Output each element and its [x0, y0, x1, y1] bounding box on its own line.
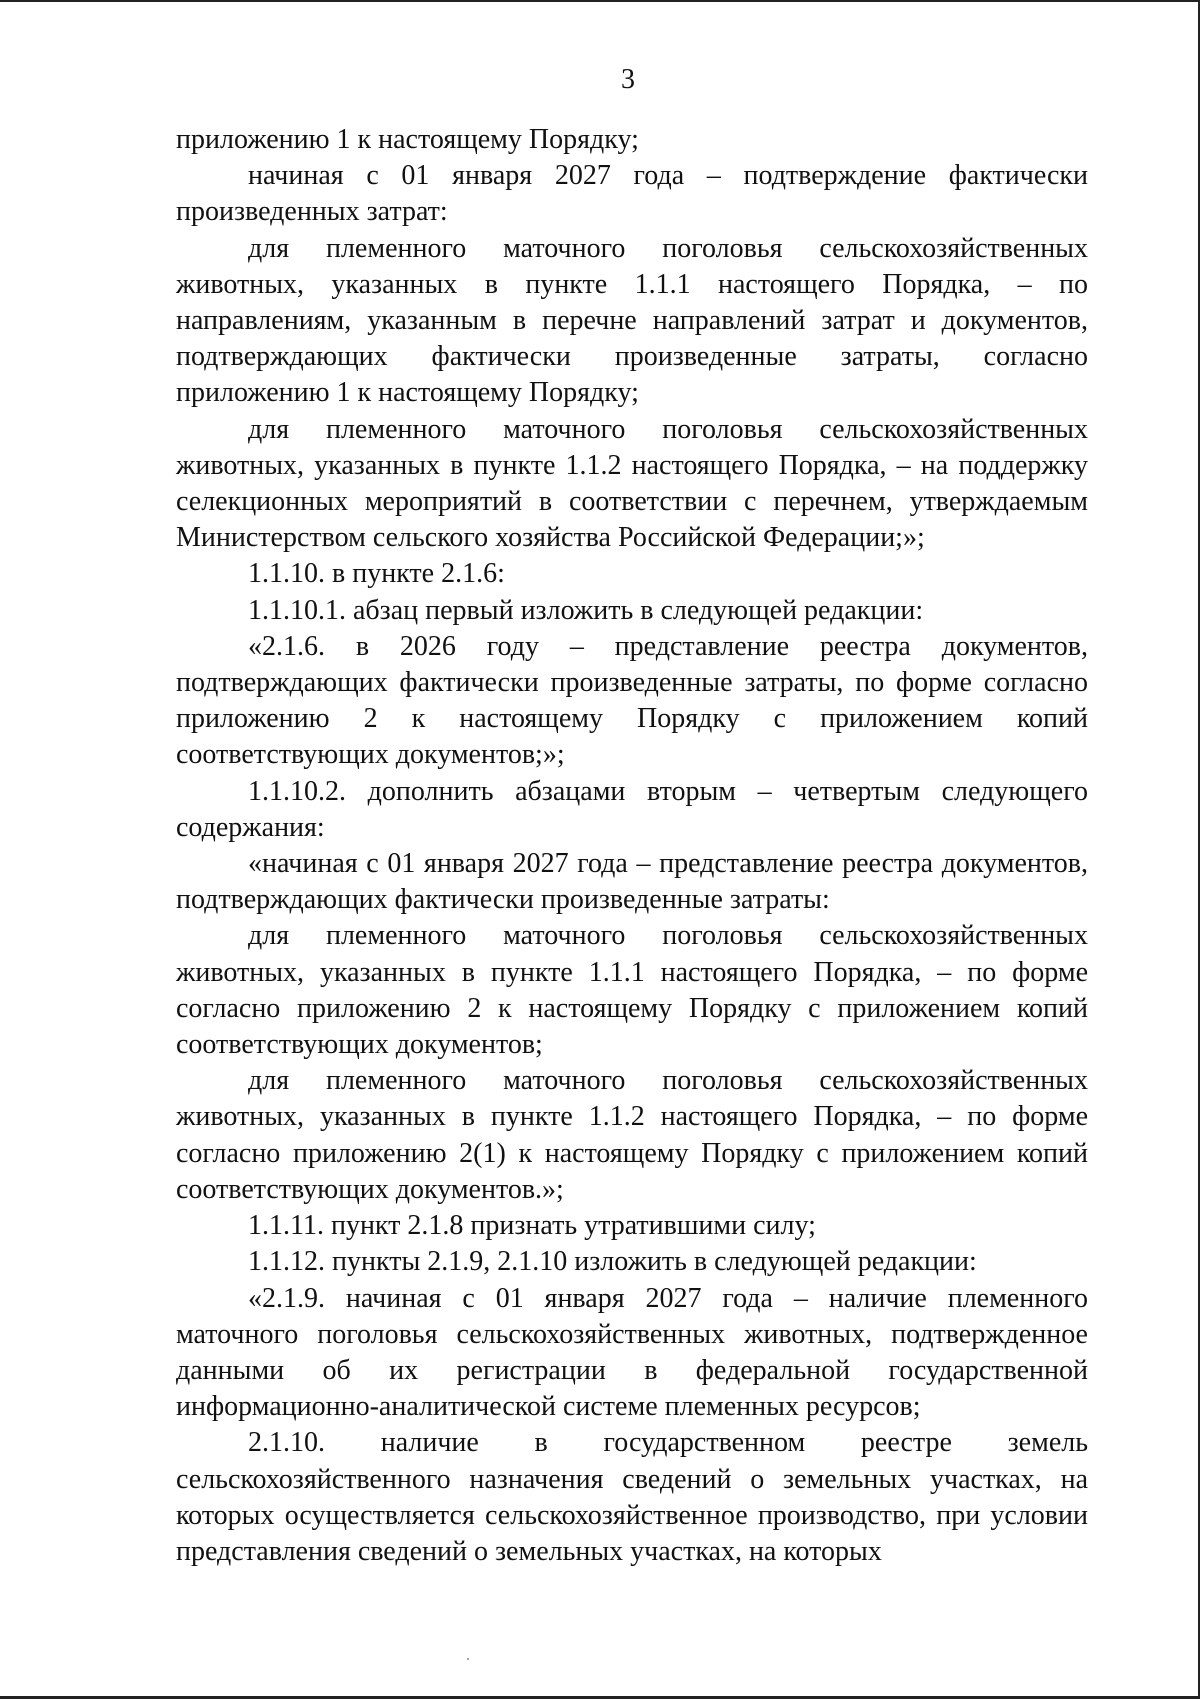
page-border-top [0, 0, 1200, 2]
paragraph: «2.1.6. в 2026 году – представление реестра документов, подтверждающих фактически произведенные затраты, по форме согласно приложению 2 к настоящему Порядку с приложением копий соответствующих документов;»; [176, 630, 1088, 771]
paragraph: «начиная с 01 января 2027 года – представление реестра документов, подтверждающих фактически произведенные затраты: [176, 848, 1088, 916]
paragraph: 1.1.10. в пункте 2.1.6: [248, 558, 505, 590]
page-number: 3 [621, 64, 635, 95]
paragraph: 1.1.10.1. абзац первый изложить в следующей редакции: [248, 594, 924, 626]
scan-speck [467, 1658, 469, 1660]
paragraph: «2.1.9. начиная с 01 января 2027 года – наличие племенного маточного поголовья сельскохозяйственных животных, подтвержденное данными об их регистрации в федеральной государственной информационно-аналитической системе племенных ресурсов; [176, 1282, 1088, 1423]
document-body [176, 122, 1088, 1570]
paragraph-continuation: приложению 1 к настоящему Порядку; [176, 124, 639, 155]
paragraph: для племенного маточного поголовья сельскохозяйственных животных, указанных в пункте 1.1.2 настоящего Порядка, – на поддержку селекционных мероприятий в соответствии с перечнем, утверждаемым Министерством сельского хозяйства Российской Федерации;»; [176, 413, 1088, 554]
paragraph: 1.1.10.2. дополнить абзацами вторым – четвертым следующего содержания: [176, 775, 1088, 843]
paragraph: начиная с 01 января 2027 года – подтверждение фактически произведенных затрат: [176, 160, 1088, 228]
paragraph: для племенного маточного поголовья сельскохозяйственных животных, указанных в пункте 1.1.2 настоящего Порядка, – по форме согласно приложению 2(1) к настоящему Порядку с приложением копий соответствующих документов.»; [176, 1065, 1088, 1205]
paragraph: для племенного маточного поголовья сельскохозяйственных животных, указанных в пункте 1.1.1 настоящего Порядка, – по форме согласно приложению 2 к настоящему Порядку с приложением копий соответствующих документов; [176, 920, 1088, 1061]
paragraph: 1.1.12. пункты 2.1.9, 2.1.10 изложить в следующей редакции: [248, 1246, 977, 1278]
paragraph: 2.1.10. наличие в государственном реестре земель сельскохозяйственного назначения сведений о земельных участках, на которых осуществляется сельскохозяйственное производство, при условии представления сведений о земельных участках, на которых [176, 1427, 1088, 1567]
paragraph: 1.1.11. пункт 2.1.8 признать утратившими силу; [248, 1210, 816, 1242]
paragraph: для племенного маточного поголовья сельскохозяйственных животных, указанных в пункте 1.1.1 настоящего Порядка, – по направлениям, указанным в перечне направлений затрат и документов, подтверждающих фактически произведенные затраты, согласно приложению 1 к настоящему Порядку; [176, 232, 1088, 409]
